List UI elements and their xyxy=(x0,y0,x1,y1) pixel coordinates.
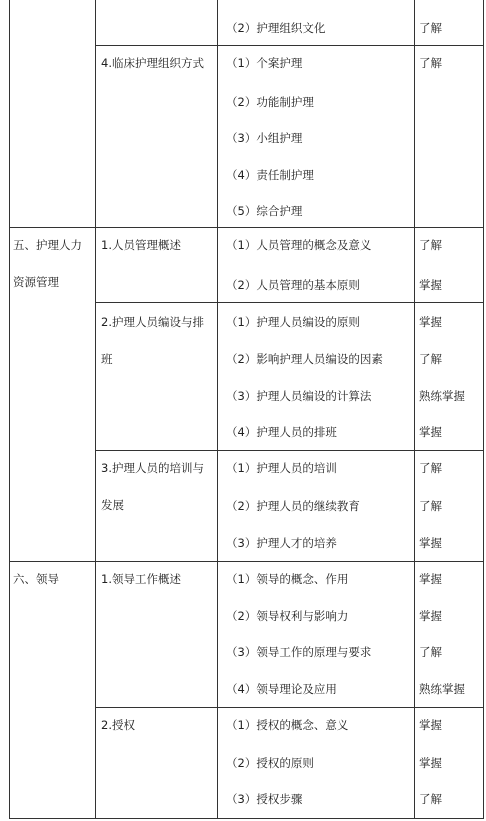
requirement-level: 掌握 xyxy=(419,609,442,623)
table-vline-4 xyxy=(483,0,484,818)
item-text: （3）小组护理 xyxy=(226,131,303,145)
requirement-level: 了解 xyxy=(419,461,442,475)
item-text: （1）人员管理的概念及意义 xyxy=(226,238,372,252)
table-hline-5 xyxy=(9,561,484,562)
table-vline-0 xyxy=(9,0,10,818)
item-text: （1）授权的概念、意义 xyxy=(226,718,349,732)
item-text: （2）影响护理人员编设的因素 xyxy=(226,352,383,366)
item-text: （2）护理人员的继续教育 xyxy=(226,499,360,513)
topic-title: 1.人员管理概述 xyxy=(101,238,181,252)
topic-title: 1.领导工作概述 xyxy=(101,572,181,586)
item-text: （1）领导的概念、作用 xyxy=(226,572,349,586)
item-text: （2）授权的原则 xyxy=(226,756,314,770)
item-text: （2）功能制护理 xyxy=(226,95,314,109)
item-text: （1）护理人员编设的原则 xyxy=(226,315,360,329)
table-hline-3 xyxy=(95,302,484,303)
table-hline-1 xyxy=(95,45,484,46)
topic-title: 2.护理人员编设与排 xyxy=(101,315,204,329)
item-text: （3）领导工作的原理与要求 xyxy=(226,645,372,659)
item-text: （4）领导理论及应用 xyxy=(226,682,337,696)
requirement-level: 了解 xyxy=(419,645,442,659)
requirement-level: 掌握 xyxy=(419,756,442,770)
requirement-level: 掌握 xyxy=(419,278,442,292)
item-text: （1）护理人员的培训 xyxy=(226,461,337,475)
requirement-level: 了解 xyxy=(419,56,442,70)
requirement-level: 了解 xyxy=(419,792,442,806)
requirement-level: 了解 xyxy=(419,499,442,513)
requirement-level: 掌握 xyxy=(419,425,442,439)
table-vline-2 xyxy=(217,0,218,818)
requirement-level: 了解 xyxy=(419,238,442,252)
section-title: 资源管理 xyxy=(13,275,59,289)
item-text: （3）授权步骤 xyxy=(226,792,303,806)
table-vline-3 xyxy=(414,0,415,818)
item-text: （2）领导权利与影响力 xyxy=(226,609,349,623)
table-hline-6 xyxy=(95,707,484,708)
requirement-level: 了解 xyxy=(419,21,442,35)
item-text: （4）责任制护理 xyxy=(226,168,314,182)
item-text: （5）综合护理 xyxy=(226,204,303,218)
requirement-level: 掌握 xyxy=(419,572,442,586)
table-hline-7 xyxy=(9,818,484,819)
item-text: （3）护理人员编设的计算法 xyxy=(226,389,372,403)
item-text: （1）个案护理 xyxy=(226,56,303,70)
item-text: （4）护理人员的排班 xyxy=(226,425,337,439)
requirement-level: 熟练掌握 xyxy=(419,389,465,403)
section-title: 五、护理人力 xyxy=(13,238,82,252)
section-title: 六、领导 xyxy=(13,572,59,586)
topic-title: 3.护理人员的培训与 xyxy=(101,461,204,475)
table-hline-4 xyxy=(95,450,484,451)
requirement-level: 掌握 xyxy=(419,315,442,329)
item-text: （2）护理组织文化 xyxy=(226,21,326,35)
topic-title: 2.授权 xyxy=(101,718,135,732)
table-vline-1 xyxy=(95,0,96,818)
topic-title: 班 xyxy=(101,352,113,366)
item-text: （3）护理人才的培养 xyxy=(226,536,337,550)
requirement-level: 掌握 xyxy=(419,536,442,550)
requirement-level: 了解 xyxy=(419,352,442,366)
requirement-level: 掌握 xyxy=(419,718,442,732)
topic-title: 4.临床护理组织方式 xyxy=(101,56,204,70)
table-hline-2 xyxy=(9,227,484,228)
requirement-level: 熟练掌握 xyxy=(419,682,465,696)
item-text: （2）人员管理的基本原则 xyxy=(226,278,360,292)
topic-title: 发展 xyxy=(101,498,124,512)
